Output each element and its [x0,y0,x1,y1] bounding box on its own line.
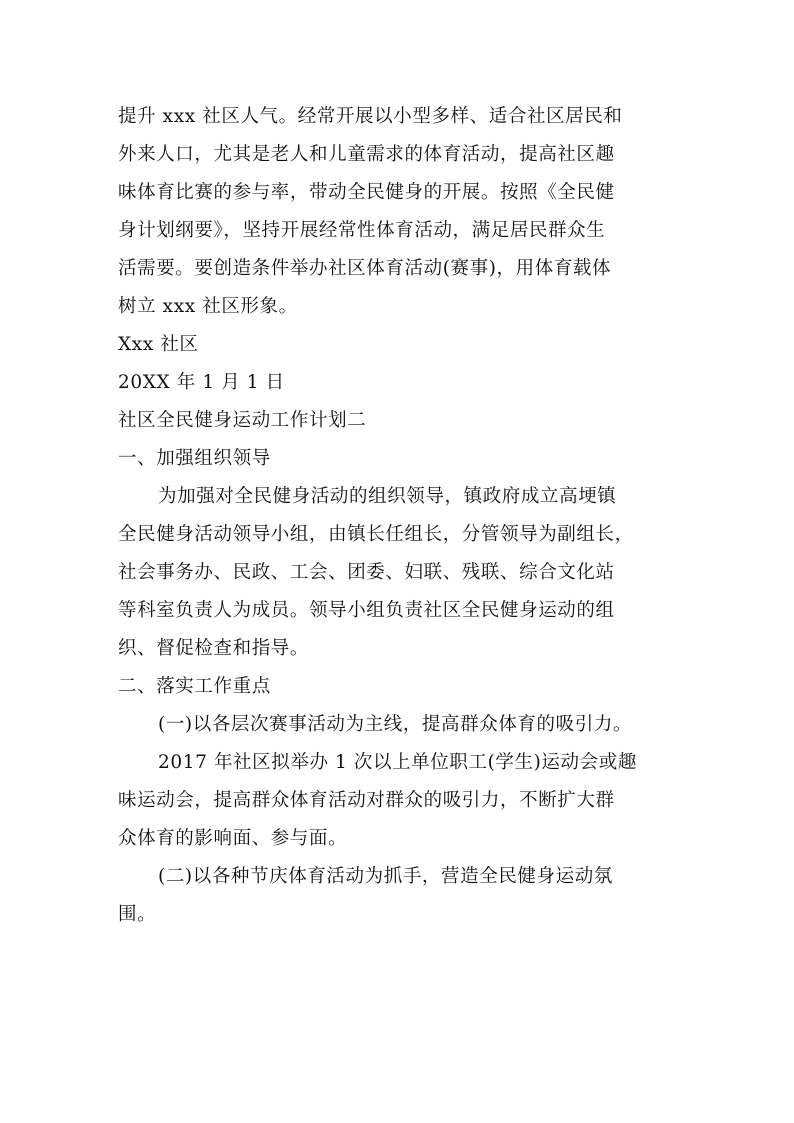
paragraph-line: 全民健身活动领导小组，由镇长任组长，分管领导为副组长， [118,524,634,545]
subsection-heading: (一)以各层次赛事活动为主线，提高群众体育的吸引力。 [158,714,633,735]
document-body [118,98,678,934]
paragraph-line: 活需要。要创造条件举办社区体育活动(赛事)，用体育载体 [118,258,612,279]
paragraph-line: 众体育的影响面、参与面。 [118,828,348,849]
paragraph-line: 味体育比赛的参与率，带动全民健身的开展。按照《全民健 [118,182,615,203]
paragraph-line: 社会事务办、民政、工会、团委、妇联、残联、综合文化站 [118,562,615,583]
section-heading: 一、加强组织领导 [118,448,271,469]
paragraph-line: 等科室负责人为成员。领导小组负责社区全民健身运动的组 [118,600,615,621]
paragraph-line: 身计划纲要》，坚持开展经常性体育活动，满足居民群众生 [118,220,606,241]
subsection-heading: (二)以各种节庆体育活动为抓手，营造全民健身运动氛 [158,866,613,887]
paragraph-line: 2017 年社区拟举办 1 次以上单位职工(学生)运动会或趣 [158,752,637,773]
paragraph-line: 味运动会，提高群众体育活动对群众的吸引力，不断扩大群 [118,790,615,811]
paragraph-line: 树立 xxx 社区形象。 [118,296,298,317]
paragraph-line: 织、督促检查和指导。 [118,638,310,659]
signature-date: 20XX 年 1 月 1 日 [118,372,285,393]
section-heading: 二、落实工作重点 [118,676,271,697]
paragraph-line: 围。 [118,904,157,925]
paragraph-line: 提升 xxx 社区人气。经常开展以小型多样、适合社区居民和 [118,106,623,127]
signature-organization: Xxx 社区 [118,334,199,355]
paragraph-line: 为加强对全民健身活动的组织领导，镇政府成立高埂镇 [158,486,617,507]
document-title: 社区全民健身运动工作计划二 [118,410,367,431]
paragraph-line: 外来人口，尤其是老人和儿童需求的体育活动，提高社区趣 [118,144,615,165]
